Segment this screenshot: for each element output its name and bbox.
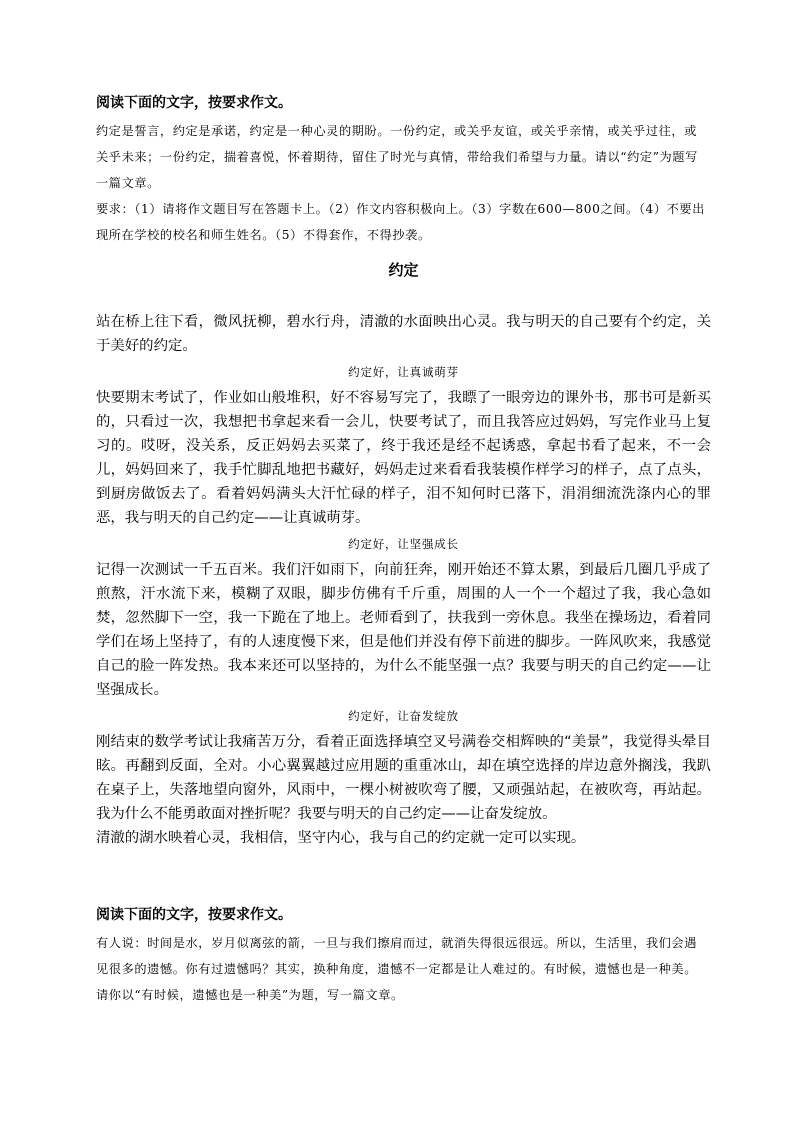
section-subtitle: 约定好，让坚强成长	[348, 537, 459, 551]
section-text: 快要期末考试了，作业如山般堆积，好不容易写完了，我瞟了一眼旁边的课外书，那书可是新买的，只看过一次，我想把书拿起来看一会儿，快要考试了，而且我答应过妈妈，写完作业马上复习的。哎呀，没关系，反正妈妈去买菜了，终于我还是经不起诱惑，拿起书看了起来，不一会儿，妈妈回来了，我手忙脚乱地把书藏好，妈妈走过来看看我装模作样学习的样子，点了点头，到厨房做饭去了。看着妈妈满头大汗忙碌的样子，泪不知何时已落下，涓涓细流洗涤内心的罪恶，我与明天的自己约定——让真诚萌芽。	[96, 390, 711, 526]
section-subtitle: 约定好，让真诚萌芽	[348, 365, 459, 379]
section-text: 刚结束的数学考试让我痛苦万分，看着正面选择填空叉号满卷交相辉映的“美景”，我觉得头晕目眩。再翻到反面，全对。小心翼翼越过应用题的重重冰山，却在填空选择的岸边意外搁浅，我趴在桌子上，失落地望向窗外，风雨中，一棵小树被吹弯了腰，又顽强站起，在被吹弯，再站起。我为什么不能勇敢面对挫折呢？我要与明天的自己约定——让奋发绽放。	[96, 734, 711, 822]
section-subtitle: 约定好，让奋发绽放	[348, 709, 459, 723]
essay-body	[96, 310, 711, 850]
section1-heading: 阅读下面的文字，按要求作文。	[96, 95, 292, 111]
section2-heading: 阅读下面的文字，按要求作文。	[96, 907, 292, 923]
essay-title: 约定	[388, 261, 419, 279]
prompt-requirements: 要求：（1）请将作文题目写在答题卡上。（2）作文内容积极向上。（3）字数在600—800之间。（4）不要出现所在学校的校名和师生姓名。（5）不得套作，不得抄袭。	[96, 202, 706, 242]
prompt-paragraph: 有人说：时间是水，岁月似离弦的箭，一旦与我们擦肩而过，就消失得很远很远。所以，生活里，我们会遇见很多的遗憾。你有过遗憾吗？其实，换种角度，遗憾不一定都是让人难过的。有时候，遗憾也是一种美。请你以“有时候，遗憾也是一种美”为题，写一篇文章。	[96, 936, 698, 1002]
essay-intro: 站在桥上往下看，微风抚柳，碧水行舟，清澈的水面映出心灵。我与明天的自己要有个约定，关于美好的约定。	[96, 314, 711, 354]
essay-conclusion: 清澈的湖水映着心灵，我相信，坚守内心，我与自己的约定就一定可以实现。	[96, 830, 586, 846]
section2-prompt	[96, 930, 708, 1008]
prompt-paragraph: 约定是誓言，约定是承诺，约定是一种心灵的期盼。一份约定，或关乎友谊，或关乎亲情，或关乎过往，或关乎未来；一份约定，揣着喜悦，怀着期待，留住了时光与真情，带给我们希望与力量。请以“约定”为题写一篇文章。	[96, 124, 698, 190]
section1-prompt	[96, 118, 708, 248]
section-text: 记得一次测试一千五百米。我们汗如雨下，向前狂奔，刚开始还不算太累，到最后几圈几乎成了煎熬，汗水流下来，模糊了双眼，脚步仿佛有千斤重，周围的人一个一个超过了我，我心急如焚，忽然脚下一空，我一下跪在了地上。老师看到了，扶我到一旁休息。我坐在操场边，看着同学们在场上坚持了，有的人速度慢下来，但是他们并没有停下前进的脚步。一阵风吹来，我感觉自己的脸一阵发热。我本来还可以坚持的，为什么不能坚强一点？我要与明天的自己约定——让坚强成长。	[96, 562, 711, 698]
